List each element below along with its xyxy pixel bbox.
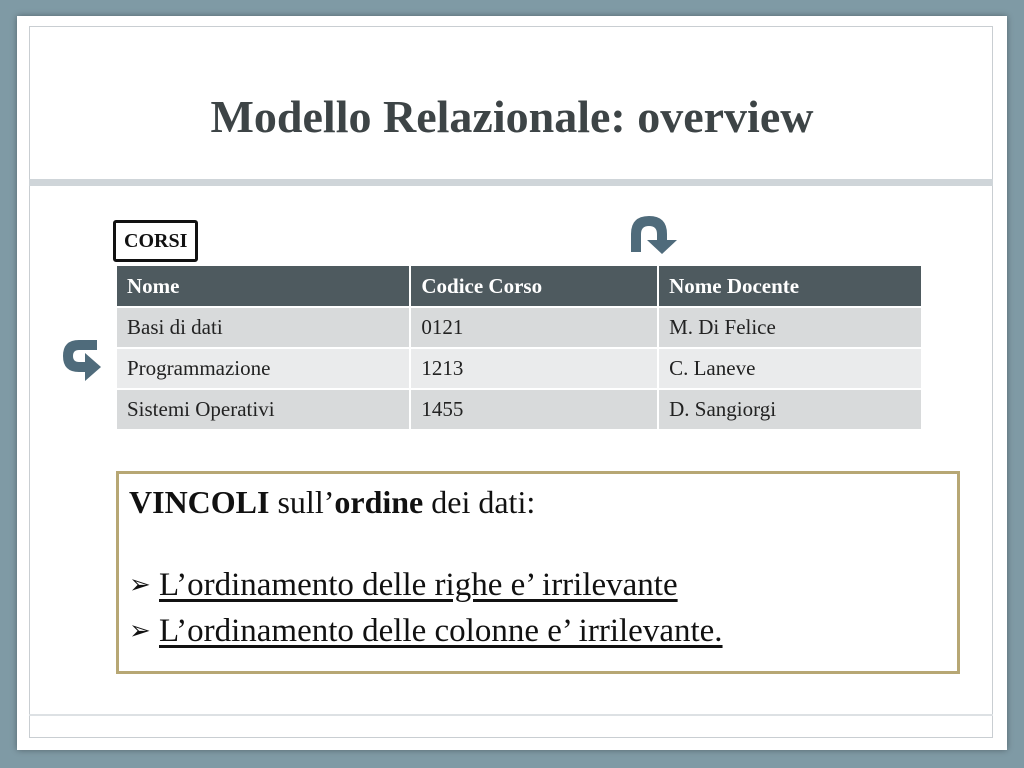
curved-arrow-right-icon [57,334,107,389]
table-row [116,389,922,430]
cell-nome-docente: D. Sangiorgi [658,389,922,430]
cell-codice-corso: 1455 [410,389,658,430]
constraints-heading [129,480,947,524]
cell-nome-docente: M. Di Felice [658,307,922,348]
arrow-bullet-icon: ➢ [129,616,151,645]
heading-ordine: ordine [334,484,424,520]
bullet-text-columns: L’ordinamento delle colonne e’ irrilevante. [159,613,723,649]
slide [17,16,1007,750]
heading-text-sull: sull’ [269,484,335,520]
bullet-text-rows: L’ordinamento delle righe e’ irrilevante [159,567,678,603]
cell-codice-corso: 0121 [410,307,658,348]
curved-arrow-down-icon [621,212,681,261]
table-row [116,348,922,389]
header-codice-corso: Codice Corso [410,265,658,307]
footer-divider [29,714,993,716]
header-nome-docente: Nome Docente [658,265,922,307]
table-header-row [116,265,922,307]
heading-text-dei-dati: dei dati: [423,484,536,520]
table-row [116,307,922,348]
heading-vincoli: VINCOLI [129,484,270,520]
cell-nome: Sistemi Operativi [116,389,410,430]
cell-nome: Basi di dati [116,307,410,348]
bullet-item [129,608,947,654]
cell-nome: Programmazione [116,348,410,389]
arrow-bullet-icon: ➢ [129,570,151,599]
cell-nome-docente: C. Laneve [658,348,922,389]
slide-title: Modello Relazionale: overview [210,91,814,142]
constraints-box [116,471,960,674]
table-name-label: CORSI [113,220,198,262]
header-nome: Nome [116,265,410,307]
cell-codice-corso: 1213 [410,348,658,389]
spacer [129,524,947,562]
bullet-item [129,562,947,608]
title-divider [29,179,993,186]
courses-table [115,264,923,431]
